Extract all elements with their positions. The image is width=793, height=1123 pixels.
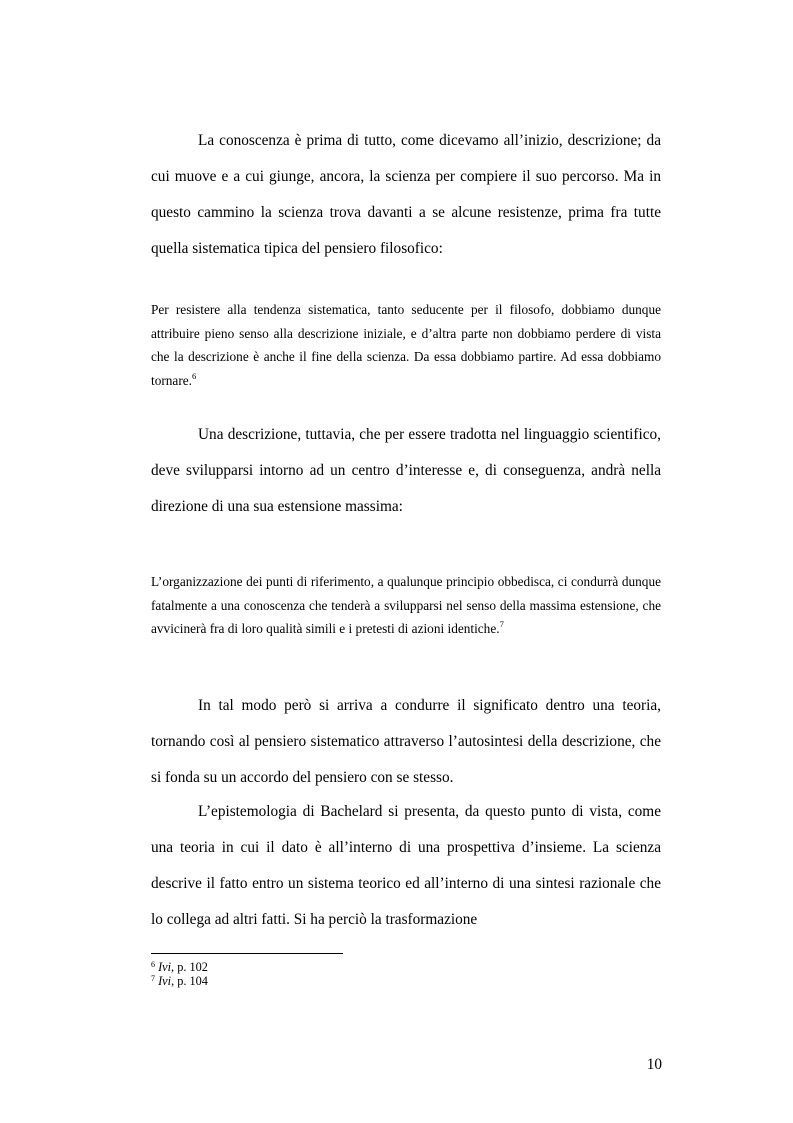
footnote-6-source: Ivi, <box>158 960 175 974</box>
footnote-7-source: Ivi <box>158 973 172 988</box>
footnote-separator <box>151 953 343 954</box>
footnote-7-detail: , p. 104 <box>171 973 208 988</box>
paragraph-4: L’epistemologia di Bachelard si presenta, da questo punto di vista, come una teoria in cui il dato è all’interno di una prospettiva d’insieme. La scienza descrive il fatto entro un sistema teorico ed all’interno di una sintesi razionale che lo collega ad altri fatti. Si ha perciò la trasformazione <box>151 803 661 928</box>
paragraph-3: In tal modo però si arriva a condurre il significato dentro una teoria, tornando così al pensiero sistematico attraverso l’autosintesi della descrizione, che si fonda su un accordo del pensiero con se stesso. <box>151 697 661 786</box>
block-quote-2 <box>151 570 661 641</box>
footnote-ref-6[interactable]: 6 <box>191 370 197 381</box>
quote-1-text: Per resistere alla tendenza sistematica, tanto seducente per il filosofo, dobbiamo dunque attribuire pieno senso alla descrizione iniziale, e d’altra parte non dobbiamo perdere di vista che la descrizione è anche il fine della scienza. Da essa dobbiamo partire. Ad essa dobbiamo tornare. <box>151 302 661 388</box>
quote-2-text: L’organizzazione dei punti di riferimento, a qualunque principio obbedisca, ci condurrà dunque fatalmente a una conoscenza che tenderà a svilupparsi nel senso della massima estensione, che avvicinerà fra di loro qualità simili e i pretesti di azioni identiche. <box>151 574 661 636</box>
paragraph-2: Una descrizione, tuttavia, che per essere tradotta nel linguaggio scientifico, deve svilupparsi intorno ad un centro d’interesse e, di conseguenza, andrà nella direzione di una sua estensione massima: <box>151 426 661 515</box>
footnote-6 <box>151 961 208 975</box>
footnote-7-number: 7 <box>151 973 155 983</box>
footnotes <box>151 961 208 988</box>
block-quote-1 <box>151 298 661 392</box>
page-number: 10 <box>646 1056 662 1073</box>
footnote-7 <box>151 975 208 989</box>
footnote-6-number: 6 <box>151 960 155 969</box>
paragraph-1: La conoscenza è prima di tutto, come dicevamo all’inizio, descrizione; da cui muove e a cui giunge, ancora, la scienza per compiere il suo percorso. Ma in questo cammino la scienza trova davanti a se alcune resistenze, prima fra tutte quella sistematica tipica del pensiero filosofico: <box>151 132 661 257</box>
footnote-ref-7[interactable]: 7 <box>499 619 504 629</box>
footnote-6-detail: p. 102 <box>174 960 208 974</box>
